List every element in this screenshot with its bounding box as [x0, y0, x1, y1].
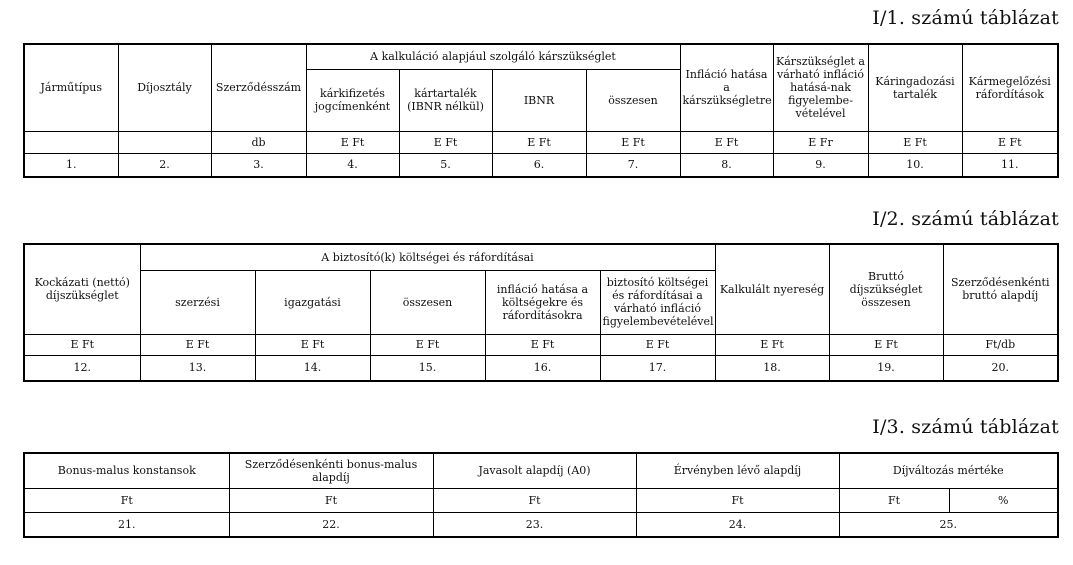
column-number: 10.	[868, 153, 962, 177]
header-bonus-malus: Bonus-malus konstansok	[24, 453, 229, 488]
unit-cell: db	[211, 131, 306, 153]
header-group-karszukseglet: A kalkuláció alapjául szolgáló kárszükséglet	[306, 44, 680, 69]
unit-cell: E Ft	[140, 334, 255, 355]
unit-cell: E Ft	[485, 334, 600, 355]
header-ibnr: IBNR	[492, 69, 586, 131]
header-group-koltsegek: A biztosító(k) költségei és ráfordításai	[140, 244, 715, 270]
header-osszesen: összesen	[370, 270, 485, 334]
column-number: 16.	[485, 355, 600, 381]
header-kockazati: Kockázati (nettó) díjszükséglet	[24, 244, 140, 334]
header-karingadozasi: Káringadozási tartalék	[868, 44, 962, 131]
header-szerzodesenkenti-bonus: Szerződésenkénti bonus-malus alapdíj	[229, 453, 433, 488]
column-number: 13.	[140, 355, 255, 381]
header-karkifizetes: kárkifizetés jogcímenként	[306, 69, 399, 131]
table-3-title: I/3. számú táblázat	[872, 416, 1059, 438]
column-number: 23.	[433, 512, 636, 537]
column-number: 4.	[306, 153, 399, 177]
column-number: 19.	[829, 355, 943, 381]
header-igazgatasi: igazgatási	[255, 270, 370, 334]
unit-cell: E Ft	[370, 334, 485, 355]
unit-cell: E Ft	[492, 131, 586, 153]
column-number: 6.	[492, 153, 586, 177]
column-number: 17.	[600, 355, 715, 381]
column-number: 24.	[636, 512, 839, 537]
unit-cell: E Ft	[829, 334, 943, 355]
unit-cell: E Ft	[586, 131, 680, 153]
header-osszesen: összesen	[586, 69, 680, 131]
unit-cell	[24, 131, 118, 153]
header-javasolt: Javasolt alapdíj (A0)	[433, 453, 636, 488]
column-number: 11.	[962, 153, 1058, 177]
column-number: 15.	[370, 355, 485, 381]
table-1	[23, 43, 1059, 178]
header-kalkulalt: Kalkulált nyereség	[715, 244, 829, 334]
unit-cell: E Ft	[255, 334, 370, 355]
column-number: 21.	[24, 512, 229, 537]
unit-cell: Ft	[24, 488, 229, 512]
header-inflacio: Infláció hatása a kárszükségletre	[680, 44, 773, 131]
unit-cell: E Ft	[680, 131, 773, 153]
unit-cell: E Ft	[962, 131, 1058, 153]
column-number: 14.	[255, 355, 370, 381]
table-2-title: I/2. számú táblázat	[872, 208, 1059, 230]
table-1-title: I/1. számú táblázat	[872, 7, 1059, 29]
column-number: 3.	[211, 153, 306, 177]
header-szerzesi: szerzési	[140, 270, 255, 334]
header-inflacio-koltseg: infláció hatása a költségekre és ráfordításokra	[485, 270, 600, 334]
unit-cell: %	[949, 488, 1058, 512]
header-jarmutipus: Járműtípus	[24, 44, 118, 131]
unit-cell: Ft	[636, 488, 839, 512]
column-number: 18.	[715, 355, 829, 381]
header-szerzodesszam: Szerződésszám	[211, 44, 306, 131]
unit-cell: E Ft	[306, 131, 399, 153]
header-kartartalek: kártartalék (IBNR nélkül)	[399, 69, 492, 131]
header-karmegelozesi: Kármegelőzési ráfordítások	[962, 44, 1058, 131]
unit-cell: Ft	[839, 488, 949, 512]
column-number: 12.	[24, 355, 140, 381]
unit-cell: E Ft	[600, 334, 715, 355]
column-number: 8.	[680, 153, 773, 177]
column-number: 7.	[586, 153, 680, 177]
header-dijvaltozas: Díjváltozás mértéke	[839, 453, 1058, 488]
unit-cell: Ft	[433, 488, 636, 512]
header-brutto: Bruttó díjszükséglet összesen	[829, 244, 943, 334]
unit-cell: Ft/db	[943, 334, 1058, 355]
column-number: 22.	[229, 512, 433, 537]
column-number: 1.	[24, 153, 118, 177]
unit-cell: E Ft	[868, 131, 962, 153]
column-number: 25.	[839, 512, 1058, 537]
column-number: 2.	[118, 153, 211, 177]
header-szerzodesenkenti-brutto: Szerződésenkénti bruttó alapdíj	[943, 244, 1058, 334]
table-2	[23, 243, 1059, 382]
table-3	[23, 452, 1059, 538]
unit-cell: E Ft	[399, 131, 492, 153]
column-number: 20.	[943, 355, 1058, 381]
unit-cell: E Ft	[715, 334, 829, 355]
header-ervenyben: Érvényben lévő alapdíj	[636, 453, 839, 488]
header-biztosito-koltsegei: biztosító költségei és ráfordításai a várható infláció figyelembevételével	[600, 270, 715, 334]
unit-cell	[118, 131, 211, 153]
column-number: 9.	[773, 153, 868, 177]
column-number: 5.	[399, 153, 492, 177]
unit-cell: E Ft	[24, 334, 140, 355]
header-dijosztaly: Díjosztály	[118, 44, 211, 131]
unit-cell: E Fr	[773, 131, 868, 153]
header-karszukseglet-inflacio: Kárszükséglet a várható infláció hatásá-nak figyelembe-vételével	[773, 44, 868, 131]
unit-cell: Ft	[229, 488, 433, 512]
